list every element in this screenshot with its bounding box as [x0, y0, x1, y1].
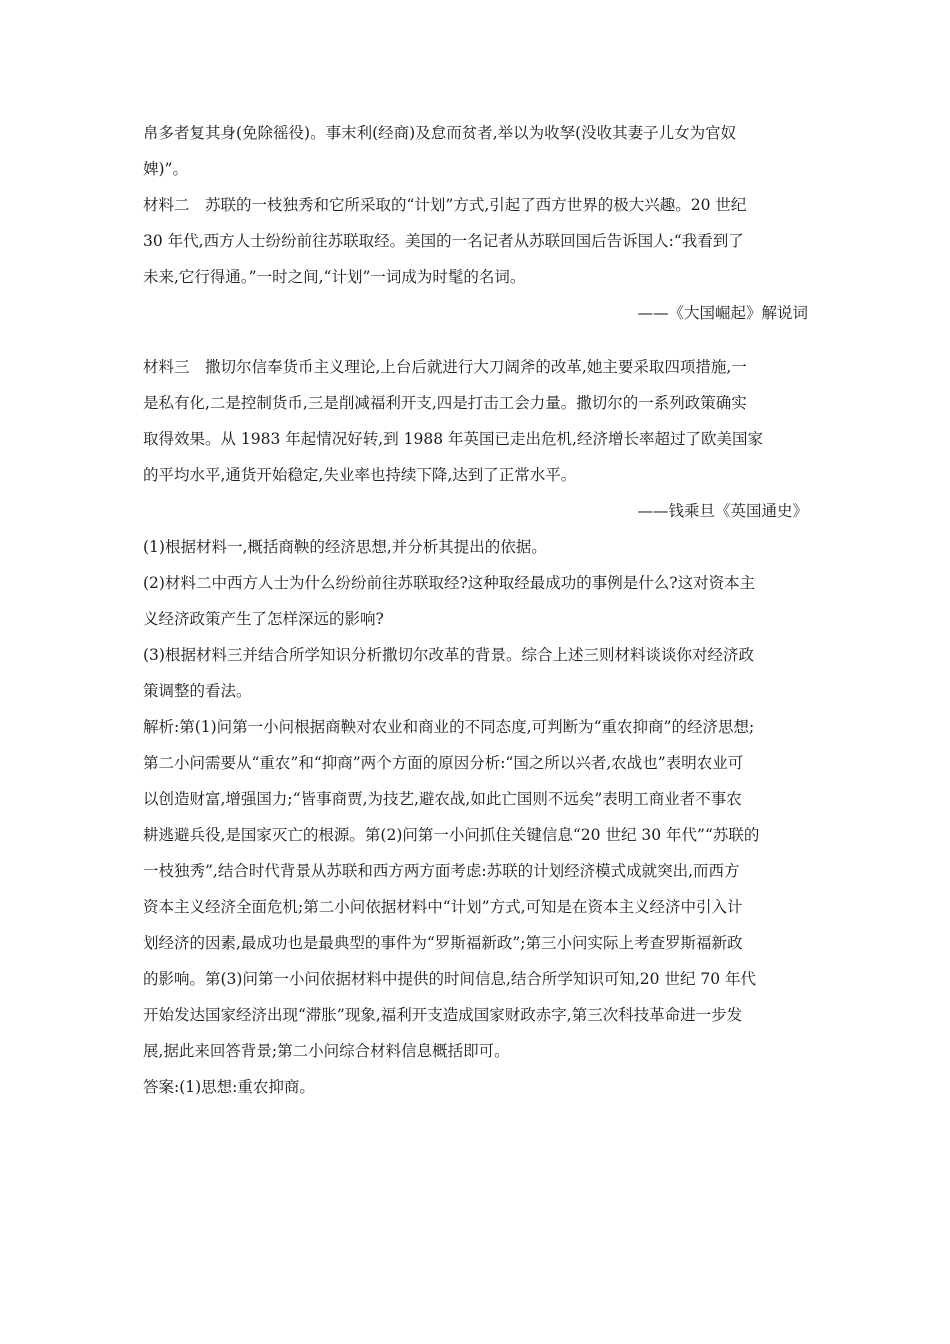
material-one-continuation [143, 115, 808, 187]
answer-line: 答案:(1)思想:重农抑商。 [143, 1078, 315, 1096]
text-line: 材料二 苏联的一枝独秀和它所采取的“计划”方式,引起了西方世界的极大兴趣。20 世纪 [143, 196, 747, 214]
material-three-source: ——钱乘旦《英国通史》 [637, 502, 808, 520]
analysis-line: 以创造财富,增强国力;“皆事商贾,为技艺,避农战,如此亡国则不远矣”表明工商业者不事农 [143, 790, 742, 808]
text-line: 帛多者复其身(免除徭役)。事末利(经商)及怠而贫者,举以为收孥(没收其妻子儿女为官奴 [143, 124, 737, 142]
text-line: 取得效果。从 1983 年起情况好转,到 1988 年英国已走出危机,经济增长率超过了欧美国家 [143, 430, 763, 448]
analysis-line: 展,据此来回答背景;第二小问综合材料信息概括即可。 [143, 1042, 510, 1060]
question-two: (2)材料二中西方人士为什么纷纷前往苏联取经?这种取经最成功的事例是什么?这对资本主 [143, 574, 756, 592]
text-line: 30 年代,西方人士纷纷前往苏联取经。美国的一名记者从苏联回国后告诉国人:“我看到了 [143, 232, 744, 250]
material-two [143, 187, 808, 331]
analysis-line: 资本主义经济全面危机;第二小问依据材料中“计划”方式,可知是在资本主义经济中引入计 [143, 898, 743, 916]
question-two-cont: 义经济政策产生了怎样深远的影响? [143, 610, 384, 628]
text-line: 婢)”。 [143, 160, 188, 178]
text-line: 的平均水平,通货开始稳定,失业率也持续下降,达到了正常水平。 [143, 466, 577, 484]
question-list [143, 529, 808, 709]
analysis-section [143, 709, 808, 1069]
answer-section [143, 1069, 808, 1105]
question-one: (1)根据材料一,概括商鞅的经济思想,并分析其提出的依据。 [143, 538, 547, 556]
analysis-line: 一枝独秀”,结合时代背景从苏联和西方两方面考虑:苏联的计划经济模式成就突出,而西方 [143, 862, 740, 880]
analysis-line: 划经济的因素,最成功也是最典型的事件为“罗斯福新政”;第三小问实际上考查罗斯福新政 [143, 934, 743, 952]
material-three [143, 349, 808, 529]
analysis-line: 开始发达国家经济出现“滞胀”现象,福利开支造成国家财政赤字,第三次科技革命进一步发 [143, 1006, 743, 1024]
question-three: (3)根据材料三并结合所学知识分析撒切尔改革的背景。综合上述三则材料谈谈你对经济政 [143, 646, 754, 664]
question-three-cont: 策调整的看法。 [143, 682, 252, 700]
analysis-line: 解析:第(1)问第一小问根据商鞅对农业和商业的不同态度,可判断为“重农抑商”的经济思想; [143, 718, 755, 736]
analysis-line: 耕逃避兵役,是国家灭亡的根源。第(2)问第一小问抓住关键信息“20 世纪 30 年代”“苏联的 [143, 826, 760, 844]
text-line: 未来,它行得通。”一时之间,“计划”一词成为时髦的名词。 [143, 268, 526, 286]
material-two-source: ——《大国崛起》解说词 [637, 304, 808, 322]
text-line: 材料三 撒切尔信奉货币主义理论,上台后就进行大刀阔斧的改革,她主要采取四项措施,一 [143, 358, 747, 376]
text-line: 是私有化,二是控制货币,三是削减福利开支,四是打击工会力量。撒切尔的一系列政策确实 [143, 394, 747, 412]
paragraph-gap [143, 331, 808, 349]
analysis-line: 的影响。第(3)问第一小问依据材料中提供的时间信息,结合所学知识可知,20 世纪 70 年代 [143, 970, 757, 988]
analysis-line: 第二小问需要从“重农”和“抑商”两个方面的原因分析:“国之所以兴者,农战也”表明农业可 [143, 754, 744, 772]
document-page [143, 115, 808, 1105]
